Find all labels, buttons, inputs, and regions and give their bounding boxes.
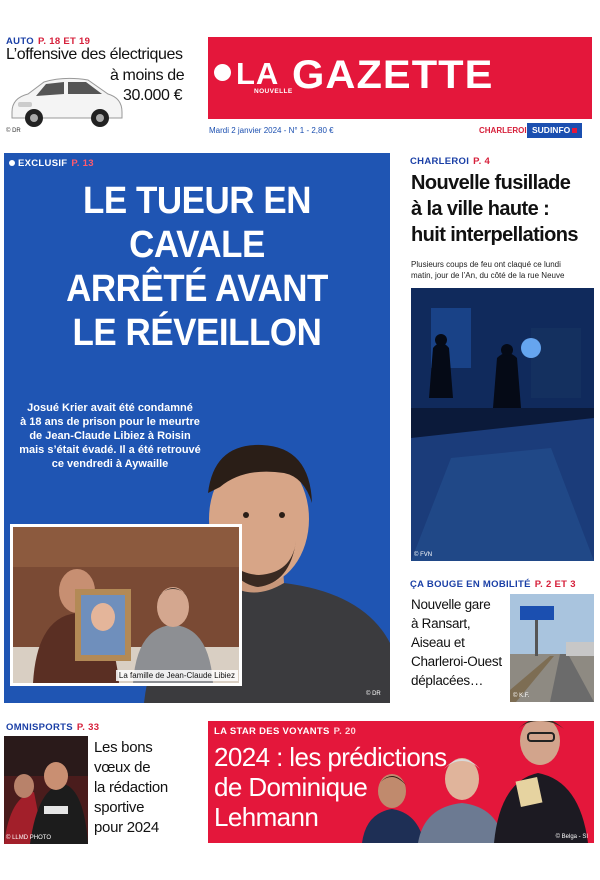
mobility-headline-line: Aiseau et xyxy=(411,635,465,650)
issue-date: Mardi 2 janvier 2024 - N° 1 - 2,80 € xyxy=(209,126,334,135)
predictions-headline-line: Lehmann xyxy=(214,802,319,832)
family-caption: La famille de Jean-Claude Libiez xyxy=(116,670,238,681)
mobility-headline-line: à Ransart, xyxy=(411,616,471,631)
auto-headline-2: à moins de xyxy=(110,67,185,84)
masthead-gazette: GAZETTE xyxy=(292,53,494,97)
lead-summary-line: ce vendredi à Aywaille xyxy=(51,458,169,470)
family-inset[interactable] xyxy=(10,524,242,686)
auto-headline[interactable]: L’offensive des électriques xyxy=(6,46,183,63)
station-photo-credit: © K.F. xyxy=(513,693,530,699)
shooting-photo-credit: © FVN xyxy=(414,552,433,558)
shooting-headline-line: Nouvelle fusillade xyxy=(411,172,571,194)
auto-photo-credit: © DR xyxy=(6,128,21,134)
bullet-icon xyxy=(9,160,15,166)
auto-headline-3: 30.000 € xyxy=(123,87,183,104)
lead-summary-line: à 18 ans de prison pour le meurtre xyxy=(20,416,200,428)
sport-headline-line: la rédaction xyxy=(94,779,168,796)
sport-kicker: OMNISPORTS P. 33 xyxy=(6,722,100,733)
sport-headline-line: vœux de xyxy=(94,759,151,776)
predictions-headline xyxy=(214,742,447,832)
lead-headline-line-2: ARRÊTÉ AVANT xyxy=(66,268,328,310)
shooting-headline-line: huit interpellations xyxy=(411,224,578,246)
lead-summary xyxy=(10,401,210,471)
sport-headline-line: sportive xyxy=(94,799,145,816)
shooting-summary-line: Plusieurs coups de feu ont claqué ce lundi xyxy=(411,260,561,269)
masthead-dot-icon xyxy=(214,64,231,81)
predictions-block[interactable] xyxy=(208,721,594,843)
car-photo xyxy=(4,72,126,134)
lead-summary-line: Josué Krier avait été condamné xyxy=(27,402,193,414)
edition-city: CHARLEROI xyxy=(479,126,527,135)
mobility-headline-line: déplacées… xyxy=(411,673,484,688)
sport-headline-line: pour 2024 xyxy=(94,819,159,836)
auto-kicker: AUTO P. 18 ET 19 xyxy=(6,36,91,47)
lead-summary-line: de Jean-Claude Libiez à Roisin xyxy=(29,430,191,442)
predictions-headline-line: de Dominique xyxy=(214,772,368,802)
family-photo xyxy=(13,527,239,683)
shooting-headline-line: à la ville haute : xyxy=(411,198,550,220)
sport-headline-line: Les bons xyxy=(94,739,153,756)
lead-headline-line-3: LE RÉVEILLON xyxy=(72,312,322,354)
lead-headline[interactable] xyxy=(4,179,390,355)
mobility-headline-line: Nouvelle gare xyxy=(411,597,491,612)
lead-photo-credit: © DR xyxy=(366,691,381,697)
lead-story[interactable] xyxy=(4,153,390,703)
shooting-summary xyxy=(411,259,564,281)
shooting-summary-line: matin, jour de l’An, du côté de la rue Neuve xyxy=(411,271,565,280)
masthead-la: LA xyxy=(236,56,280,91)
sport-photo-credit: © LLMD PHOTO xyxy=(6,835,51,841)
lead-summary-line: mais s’était évadé. Il a été retrouvé xyxy=(19,444,201,456)
sport-photo[interactable] xyxy=(4,736,88,844)
sudinfo-square-icon xyxy=(572,128,577,133)
sport-headline[interactable] xyxy=(94,738,168,838)
night-police-photo[interactable] xyxy=(411,288,594,561)
shooting-kicker: CHARLEROI P. 4 xyxy=(410,156,491,167)
lead-headline-line-1: LE TUEUR EN CAVALE xyxy=(82,180,312,266)
shooting-headline[interactable] xyxy=(411,170,578,248)
masthead[interactable] xyxy=(208,37,592,119)
lead-kicker: EXCLUSIF P. 13 xyxy=(9,158,94,169)
station-photo[interactable] xyxy=(510,594,594,702)
predictions-headline-line: 2024 : les prédictions xyxy=(214,742,447,772)
mobility-kicker: ÇA BOUGE EN MOBILITÉ P. 2 ET 3 xyxy=(410,579,576,590)
mobility-headline-line: Charleroi-Ouest xyxy=(411,654,502,669)
masthead-nouvelle: NOUVELLE xyxy=(254,88,293,95)
sudinfo-badge[interactable]: SUDINFO xyxy=(527,123,582,138)
mobility-headline[interactable] xyxy=(411,595,502,690)
predictions-photo-credit: © Belga - SI xyxy=(555,834,588,840)
predictions-kicker: LA STAR DES VOYANTS P. 20 xyxy=(214,726,357,737)
